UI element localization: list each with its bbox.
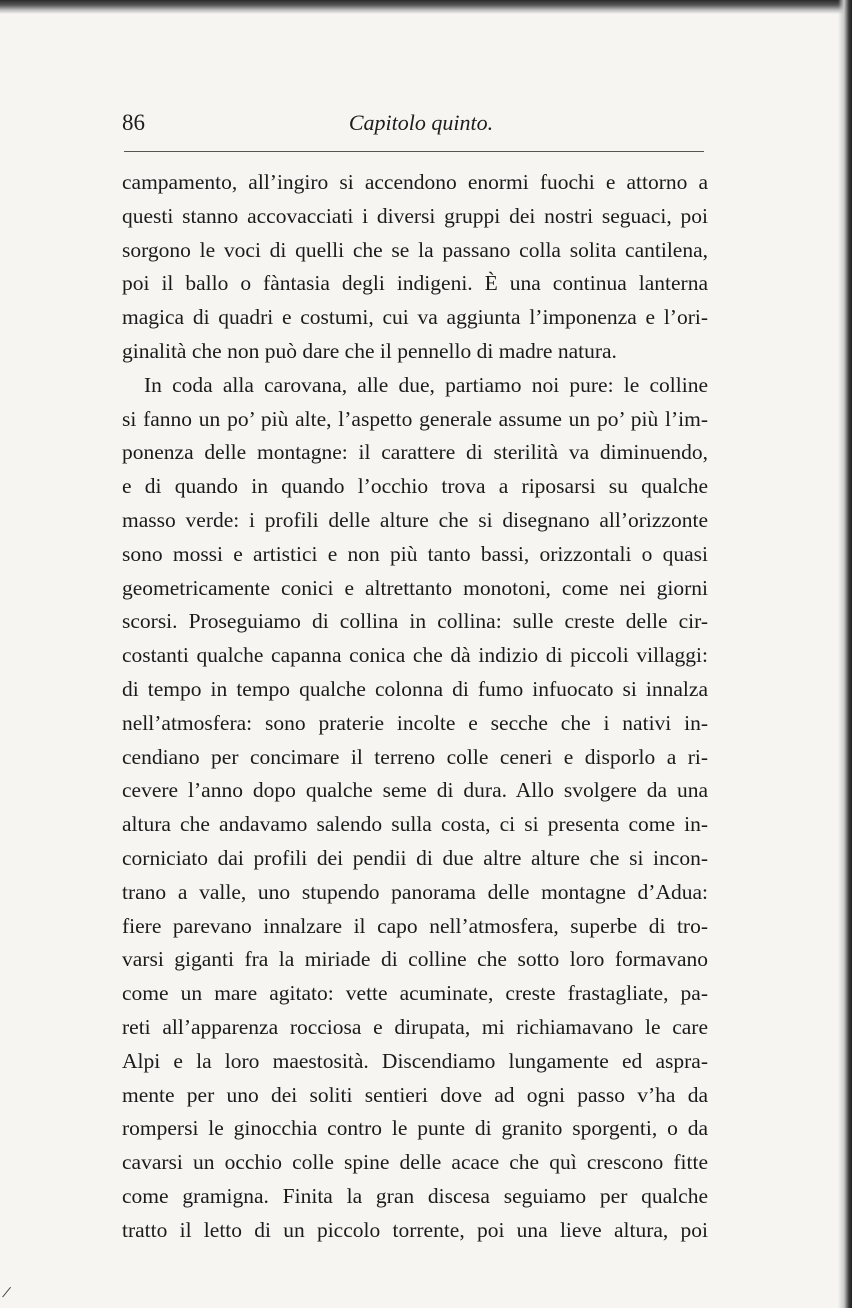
text-line: mente per uno dei soliti sentieri dove ad ogni passo v’ha da <box>122 1082 708 1107</box>
text-line: cavarsi un occhio colle spine delle acace che quì crescono fitte <box>122 1150 708 1175</box>
text-line: reti all’apparenza rocciosa e dirupata, mi richiamavano le care <box>122 1014 708 1039</box>
text-line: come gramigna. Finita la gran discesa seguiamo per qualche <box>122 1183 708 1208</box>
text-line: cendiano per concimare il terreno colle ceneri e disporlo a ri- <box>122 744 708 769</box>
running-title: Capitolo quinto. <box>348 110 494 135</box>
text-line: varsi giganti fra la miriade di colline che sotto loro formavano <box>122 947 708 972</box>
text-line: masso verde: i profili delle alture che si disegnano all’orizzonte <box>122 507 708 532</box>
text-line: Alpi e la loro maestosità. Discendiamo lungamente ed aspra- <box>122 1048 708 1073</box>
text-line: e di quando in quando l’occhio trova a riposarsi su qualche <box>122 474 708 499</box>
text-line: In coda alla carovana, alle due, partiamo noi pure: le colline <box>144 372 708 397</box>
page-header <box>122 104 704 144</box>
text-line: tratto il letto di un piccolo torrente, poi una lieve altura, poi <box>122 1217 708 1242</box>
page-number: 86 <box>122 110 145 135</box>
text-line: poi il ballo o fàntasia degli indigeni. È una continua lanterna <box>122 271 708 296</box>
text-line: magica di quadri e costumi, cui va aggiunta l’imponenza e l’ori- <box>122 305 708 330</box>
text-line: come un mare agitato: vette acuminate, creste frastagliate, pa- <box>122 981 708 1006</box>
paragraph <box>122 369 708 1248</box>
text-line: cevere l’anno dopo qualche seme di dura. Allo svolgere da una <box>122 778 708 803</box>
text-line: campamento, all’ingiro si accendono enormi fuochi e attorno a <box>122 170 708 194</box>
text-line: si fanno un po’ più alte, l’aspetto generale assume un po’ più l’im- <box>122 406 708 431</box>
text-line: altura che andavamo salendo sulla costa, ci si presenta come in- <box>122 812 708 837</box>
text-line: di tempo in tempo qualche colonna di fumo infuocato si innalza <box>122 676 708 701</box>
body-text <box>122 166 708 1248</box>
text-line: sorgono le voci di quelli che se la passano colla solita cantilena, <box>122 237 708 262</box>
scan-top-edge <box>0 0 852 14</box>
text-line: fiere parevano innalzare il capo nell’atmosfera, superbe di tro- <box>122 913 708 938</box>
scan-right-edge <box>838 0 852 1308</box>
paragraph <box>122 166 708 369</box>
text-line: costanti qualche capanna conica che dà indizio di piccoli villaggi: <box>122 643 708 668</box>
text-line: geometricamente conici e altrettanto monotoni, come nei giorni <box>122 575 708 600</box>
text-line: questi stanno accovacciati i diversi gruppi dei nostri seguaci, poi <box>122 203 708 228</box>
text-line: ginalità che non può dare che il pennello di madre natura. <box>122 338 617 363</box>
text-line: ponenza delle montagne: il carattere di sterilità va diminuendo, <box>122 440 708 465</box>
text-line: nell’atmosfera: sono praterie incolte e secche che i nativi in- <box>122 710 708 735</box>
text-line: corniciato dai profili dei pendii di due altre alture che si incon- <box>122 845 708 870</box>
scan-stray-mark: / <box>0 1281 13 1303</box>
text-line: sono mossi e artistici e non più tanto bassi, orizzontali o quasi <box>122 541 708 566</box>
text-line: scorsi. Proseguiamo di collina in collina: sulle creste delle cir- <box>122 609 708 634</box>
header-rule <box>124 151 704 152</box>
text-line: rompersi le ginocchia contro le punte di granito sporgenti, o da <box>122 1116 708 1141</box>
text-line: trano a valle, uno stupendo panorama delle montagne d’Adua: <box>122 879 708 904</box>
